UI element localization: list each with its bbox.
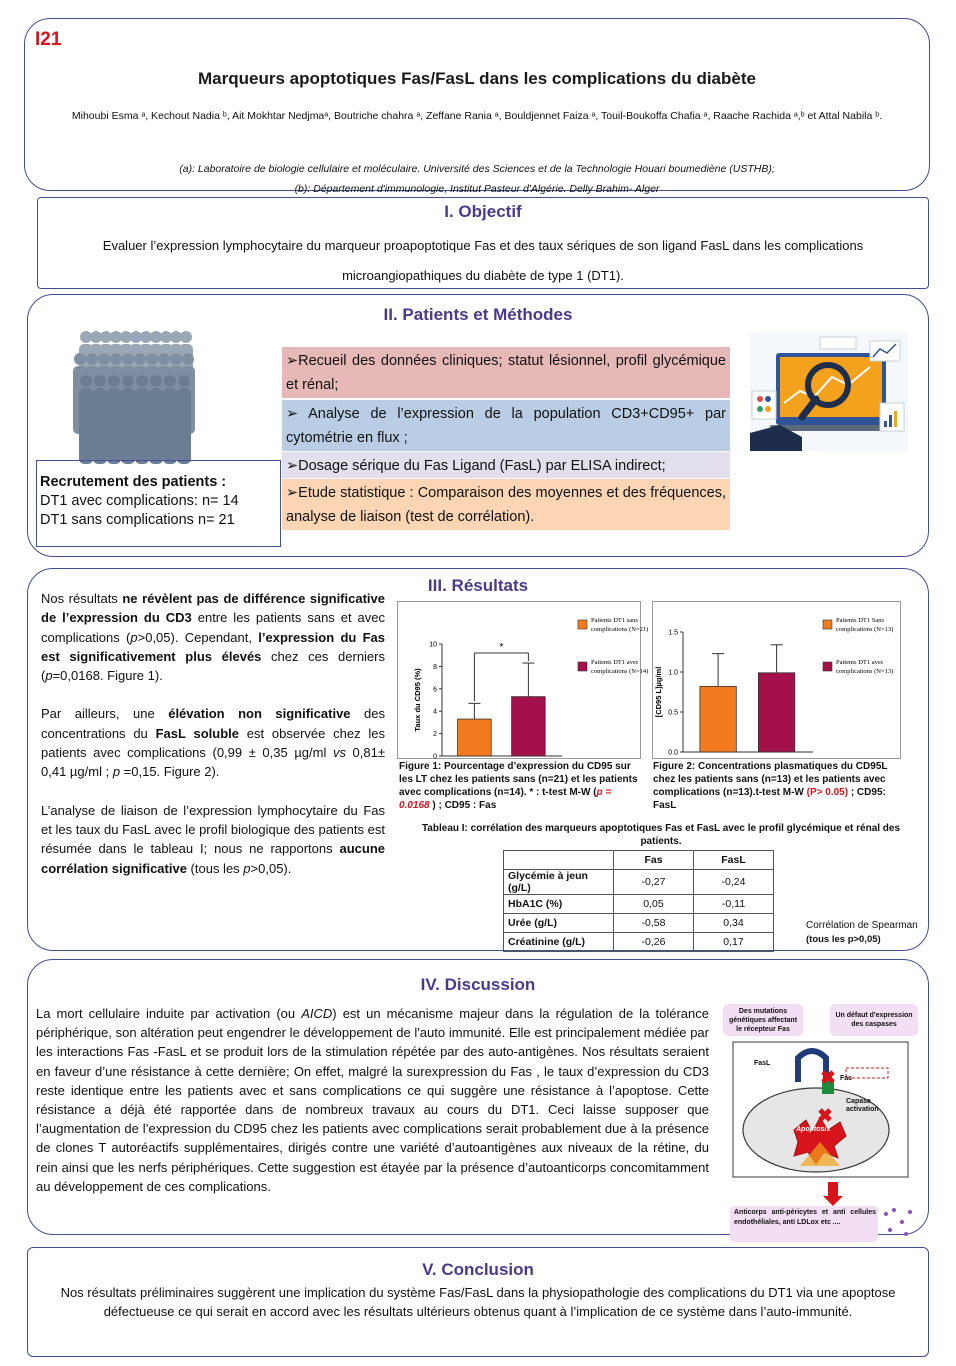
- legend-label-2: Patients DT1 avec complications (N=14): [591, 659, 649, 675]
- y-tick-label: 1.0: [668, 669, 678, 677]
- table-header-cell: Fas: [614, 851, 694, 870]
- recruitment-box: [36, 460, 281, 547]
- table-cell: -0,27: [614, 870, 694, 895]
- poster-header: [24, 18, 930, 195]
- table-cell: 0,34: [694, 914, 774, 933]
- table-header-cell: FasL: [694, 851, 774, 870]
- legend-swatch-1: [823, 620, 832, 629]
- bar-2: [512, 697, 546, 756]
- methods-section: [27, 294, 929, 557]
- table-cell: 0,17: [694, 933, 774, 952]
- y-tick-label: 0.0: [668, 749, 678, 757]
- fasl-label: FasL: [754, 1060, 771, 1067]
- method-item-3: [282, 452, 730, 478]
- poster-code: I21: [35, 29, 62, 50]
- apoptosis-label: Apoptosis: [796, 1126, 831, 1133]
- figure-2: [652, 601, 901, 759]
- recruitment-with-complications: DT1 avec complications: n= 14: [40, 493, 239, 509]
- y-tick-label: 10: [429, 641, 437, 649]
- author-list: Mihoubi Esma ᵃ, Kechout Nadia ᵇ, Ait Mokhtar Nedjmaᵃ, Boutriche chahra ᵃ, Zeffane Rania ᵃ, Bouldjennet Faiza ᵃ, Touil-Boukoffa Chafia ᵃ, Raache Rachida ᵃ,ᵇ et Attal Nabila ᵇ.: [71, 110, 883, 122]
- recruitment-without-complications: DT1 sans complications n= 21: [40, 512, 235, 528]
- legend-label-2: Patients DT1 avec complications (N=13): [836, 659, 894, 675]
- objectif-section: [37, 197, 929, 289]
- figure-1-chart: [398, 602, 649, 761]
- table-caption: Tableau I: corrélation des marqueurs apoptotiques Fas et FasL avec le profil glycémique et rénal des patients.: [421, 823, 901, 847]
- table-cell: 0,05: [614, 895, 694, 914]
- significance-marker: *: [499, 642, 504, 654]
- table-cell: -0,58: [614, 914, 694, 933]
- spearman-p-note: (tous les p>0,05): [806, 934, 881, 945]
- legend-swatch-2: [578, 662, 587, 671]
- y-tick-label: 0: [433, 753, 437, 761]
- legend-swatch-1: [578, 620, 587, 629]
- table-cell: HbA1C (%): [504, 895, 614, 914]
- objectif-text: Evaluer l’expression lymphocytaire du marqueur proapoptotique Fas et des taux sériques de son ligand FasL dans les complications microangiopathiques du diabète de type 1 (DT1).: [102, 238, 864, 283]
- table-row: [504, 914, 774, 933]
- affiliation-a: (a): Laboratoire de biologie cellulaire et moléculaire. Université des Sciences et de la Technologie Houari boumediène (USTHB);: [179, 163, 775, 175]
- results-paragraph-1: Nos résultats ne révèlent pas de différence significative de l’expression du CD3 entre les patients sans et avec complications (p>0,05). Cependant, l’expression du Fas est significativement plus élevés chez ces derniers (p=0,0168. Figure 1).: [41, 591, 386, 684]
- table-row: [504, 870, 774, 895]
- table-cell: Glycémie à jeun (g/L): [504, 870, 614, 895]
- results-title: III. Résultats: [427, 576, 529, 595]
- results-section: [27, 568, 929, 951]
- table-cell: Urée (g/L): [504, 914, 614, 933]
- correlation-table: [503, 850, 774, 952]
- results-paragraph-2: Par ailleurs, une élévation non significative des concentrations du FasL soluble est observée chez les patients avec complications (0,99 ± 0,35 µg/ml vs 0,81± 0,41 µg/ml ; p =0,15. Figure 2).: [41, 706, 386, 780]
- autoantibodies-box: Anticorps anti-péricytes et anti cellules endothéliales, anti LDLox etc ....: [734, 1209, 876, 1226]
- table-cell: -0,24: [694, 870, 774, 895]
- fas-label: Fas: [840, 1075, 853, 1082]
- y-tick-label: 2: [433, 731, 437, 739]
- table-cell: Créatinine (g/L): [504, 933, 614, 952]
- y-tick-label: 4: [433, 708, 437, 716]
- table-cell: -0,26: [614, 933, 694, 952]
- conclusion-title: V. Conclusion: [422, 1260, 534, 1279]
- method-item-1: [282, 347, 730, 398]
- table-row: [504, 933, 774, 952]
- discussion-title: IV. Discussion: [420, 975, 536, 994]
- objectif-title: I. Objectif: [444, 202, 522, 221]
- method-item-2-text: ➢ Analyse de l’expression de la population CD3+CD95+ par cytométrie en flux ;: [286, 406, 726, 446]
- y-tick-label: 1.5: [668, 629, 678, 637]
- conclusion-text: Nos résultats préliminaires suggèrent une implication du système Fas/FasL dans la physiopathologie des complications du DT1 via une apoptose défectueuse ce qui serait en accord avec les résultats ultérieurs obtenus quant à l’implication de ce système dans l’auto-immunité.: [60, 1285, 896, 1319]
- figure-1-caption: Figure 1: Pourcentage d’expression du CD95 sur les LT chez les patients sans (n=21) et les patients avec complications (n=14). * : t-test M-W (p = 0.0168 ) ; CD95 : Fas: [399, 761, 638, 811]
- figure-2-chart: [653, 602, 902, 760]
- table-header-cell: [504, 851, 614, 870]
- bar-1: [700, 686, 736, 752]
- method-item-1-text: ➢Recueil des données cliniques; statut lésionnel, profil glycémique et rénal;: [286, 353, 726, 393]
- legend-swatch-2: [823, 662, 832, 671]
- spearman-note: Corrélation de Spearman: [806, 920, 918, 931]
- data-analysis-illustration: [750, 333, 908, 451]
- poster-title: Marqueurs apoptotiques Fas/FasL dans les complications du diabète: [198, 69, 756, 88]
- method-item-3-text: ➢Dosage sérique du Fas Ligand (FasL) par ELISA indirect;: [286, 458, 666, 474]
- table-header-row: [504, 851, 774, 870]
- table-row: [504, 895, 774, 914]
- y-axis-label: [CD95 L]µg/ml: [654, 666, 663, 718]
- legend-label-1: Patients DT1 sans complications (N=21): [591, 617, 649, 633]
- patients-crowd-icon: [68, 325, 198, 460]
- conclusion-section: [27, 1247, 929, 1357]
- legend-label-1: Patients DT1 Sans complications (N=13): [836, 617, 894, 633]
- figure-2-caption: Figure 2: Concentrations plasmatiques du CD95L chez les patients sans (n=13) et les patients avec complications (n=13).t-test M-W (P> 0.05) ; CD95: FasL: [653, 761, 888, 811]
- results-text: [41, 589, 385, 897]
- caspase-defect-box: Un défaut d'expression des caspases: [830, 1004, 918, 1036]
- results-paragraph-3: L’analyse de liaison de l’expression lymphocytaire du Fas et les taux du FasL avec le profil biologique des patients est résumée dans le tableau I; nous ne rapportons aucune corrélation significative (tous les p>0,05).: [41, 802, 385, 876]
- table-cell: -0,11: [694, 895, 774, 914]
- recruitment-title: Recrutement des patients :: [40, 474, 227, 490]
- affiliation-b: (b): Département d'immunologie, Institut Pasteur d'Algérie. Delly Brahim- Alger: [294, 183, 660, 195]
- methods-title: II. Patients et Méthodes: [383, 305, 573, 324]
- figure-1: [397, 601, 649, 761]
- method-item-4-text: ➢Etude statistique : Comparaison des moyennes et des fréquences, analyse de liaison (test de corrélation).: [286, 485, 726, 525]
- bar-2: [758, 673, 794, 752]
- y-axis-label: Taux du CD95 (%): [413, 668, 422, 732]
- bar-1: [458, 719, 492, 756]
- caspase-label: Capase activation: [846, 1098, 879, 1113]
- discussion-text: La mort cellulaire induite par activation (ou AICD) est un mécanisme majeur dans la régulation de la tolérance périphérique, son altération peut engendrer le développement de l'auto immunité. Elle est principalement médiée par les interactions Fas -FasL et se produit lors de la stimulation répétée par des auto-antigènes. Nos résultats seraient en faveur d’une résistance à cette dernière; On effet, malgré la surexpression du Fas , le taux d’expression du CD3 reste identique entre les patients avec et sans complications ce qui suggère une résistance à l’apoptose. Cette résistance a déjà été rapportée dans de nombreux travaux au cours du DT1. Ceci laisse supposer que l’augmentation de l’expression du CD95 chez les patients avec complications serait probablement due à la présence de clones T autoréactifs supplémentaires, dirigés contre une variété d’autoantigènes aux niveaux de la rétine, du rein ainsi que les nerfs périphériques. Cette suggestion est étayée par la présence d’autoanticorps concomitamment au développement de ces complications.: [36, 1006, 709, 1194]
- y-tick-label: 6: [433, 686, 437, 694]
- method-item-4: [282, 479, 730, 530]
- y-tick-label: 0.5: [668, 709, 678, 717]
- discussion-section: [27, 959, 929, 1235]
- method-item-2: [282, 400, 730, 451]
- mutation-box: Des mutations génétiques affectant le récepteur Fas: [723, 1004, 803, 1036]
- y-tick-label: 8: [433, 663, 437, 671]
